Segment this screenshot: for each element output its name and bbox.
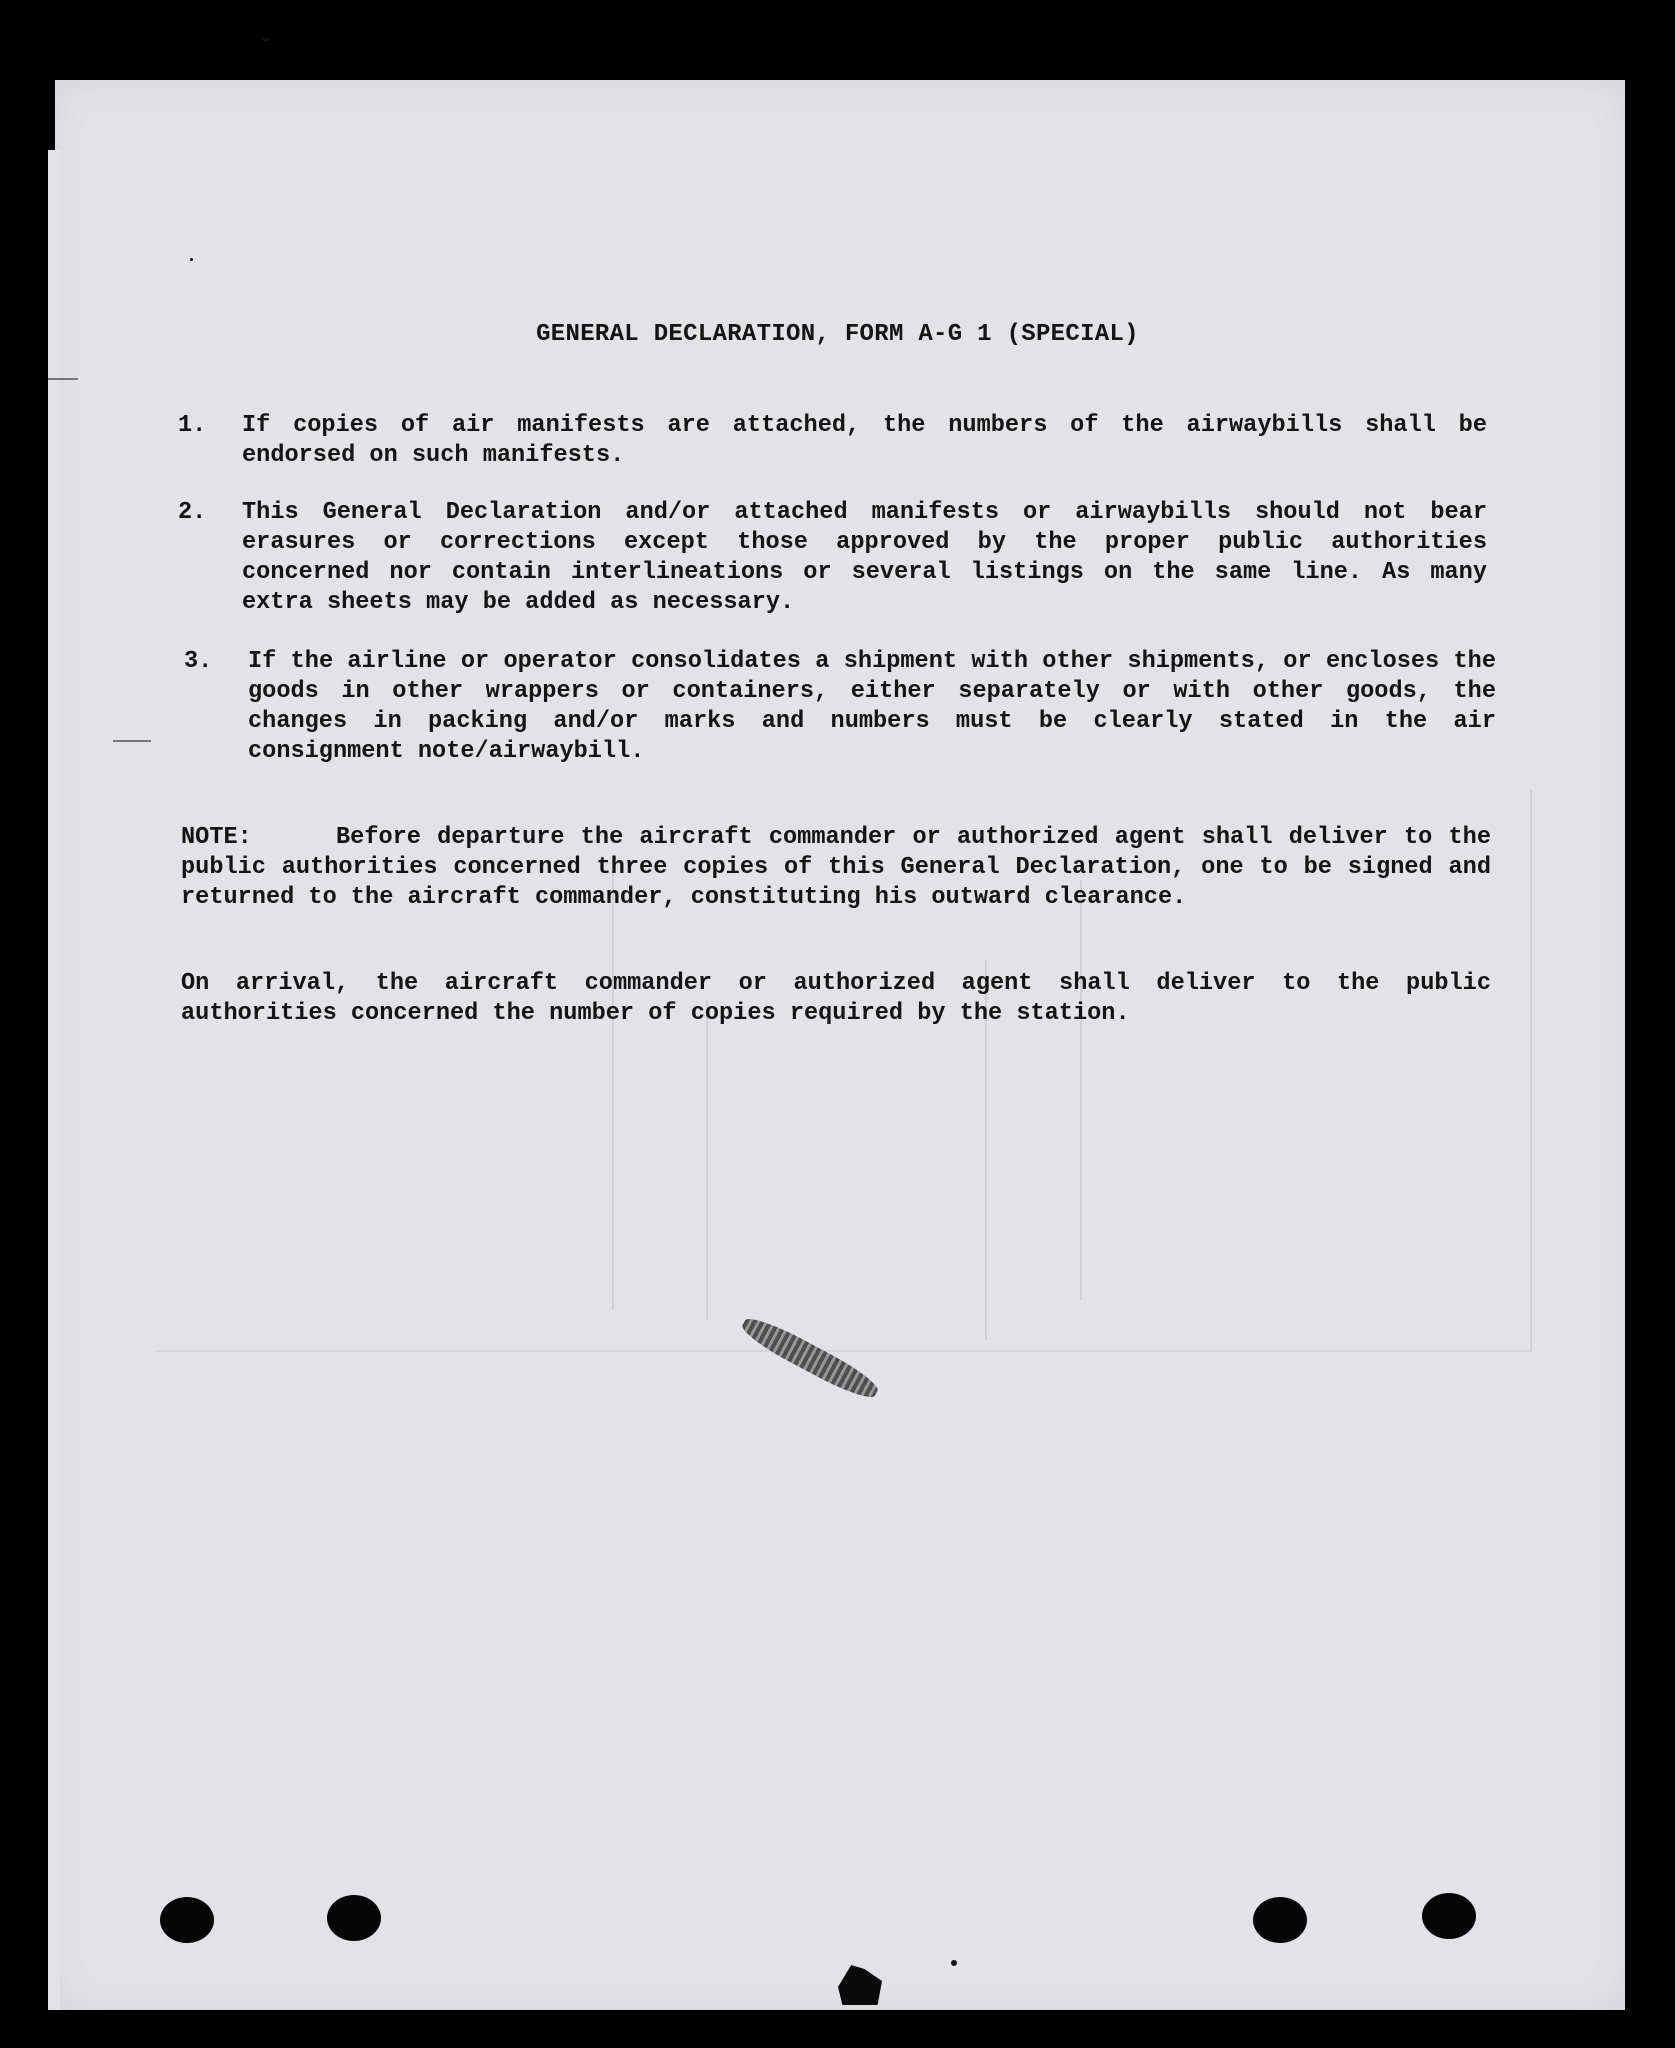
item-text: If the airline or operator consolidates a shipment with other shipments, or encloses the goods in other wrappers or containers, either separately or with other goods, the changes in packing and/or marks and numbers must be clearly stated in the air consignment note/airwaybill. <box>248 648 1496 765</box>
arrival-paragraph: On arrival, the aircraft commander or authorized agent shall deliver to the public authorities concerned the number of copies required by the station. <box>181 970 1491 1027</box>
ink-speck <box>190 258 193 261</box>
note-label: NOTE: <box>181 824 252 851</box>
item-text: If copies of air manifests are attached, the numbers of the airwaybills shall be endorsed on such manifests. <box>242 412 1487 469</box>
punch-hole <box>327 1895 381 1941</box>
punch-hole <box>1253 1897 1307 1943</box>
item-text: This General Declaration and/or attached manifests or airwaybills should not bear erasures or corrections except those approved by the proper public authorities concerned nor contain interlineations or several listings on the same line. As many extra sheets may be added as necessary. <box>242 499 1487 616</box>
document-title: GENERAL DECLARATION, FORM A-G 1 (SPECIAL) <box>536 321 1139 348</box>
ink-speck <box>262 38 270 41</box>
punch-hole <box>160 1897 214 1943</box>
item-number: 2. <box>178 499 207 526</box>
punch-hole <box>1422 1893 1476 1939</box>
item-number: 1. <box>178 412 207 439</box>
note-text: Before departure the aircraft commander or authorized agent shall deliver to the public authorities concerned three copies of this General Declaration, one to be signed and returned to the aircraft commander, constituting his outward clearance. <box>181 824 1491 911</box>
ink-speck <box>951 1960 957 1966</box>
item-number: 3. <box>184 648 213 675</box>
